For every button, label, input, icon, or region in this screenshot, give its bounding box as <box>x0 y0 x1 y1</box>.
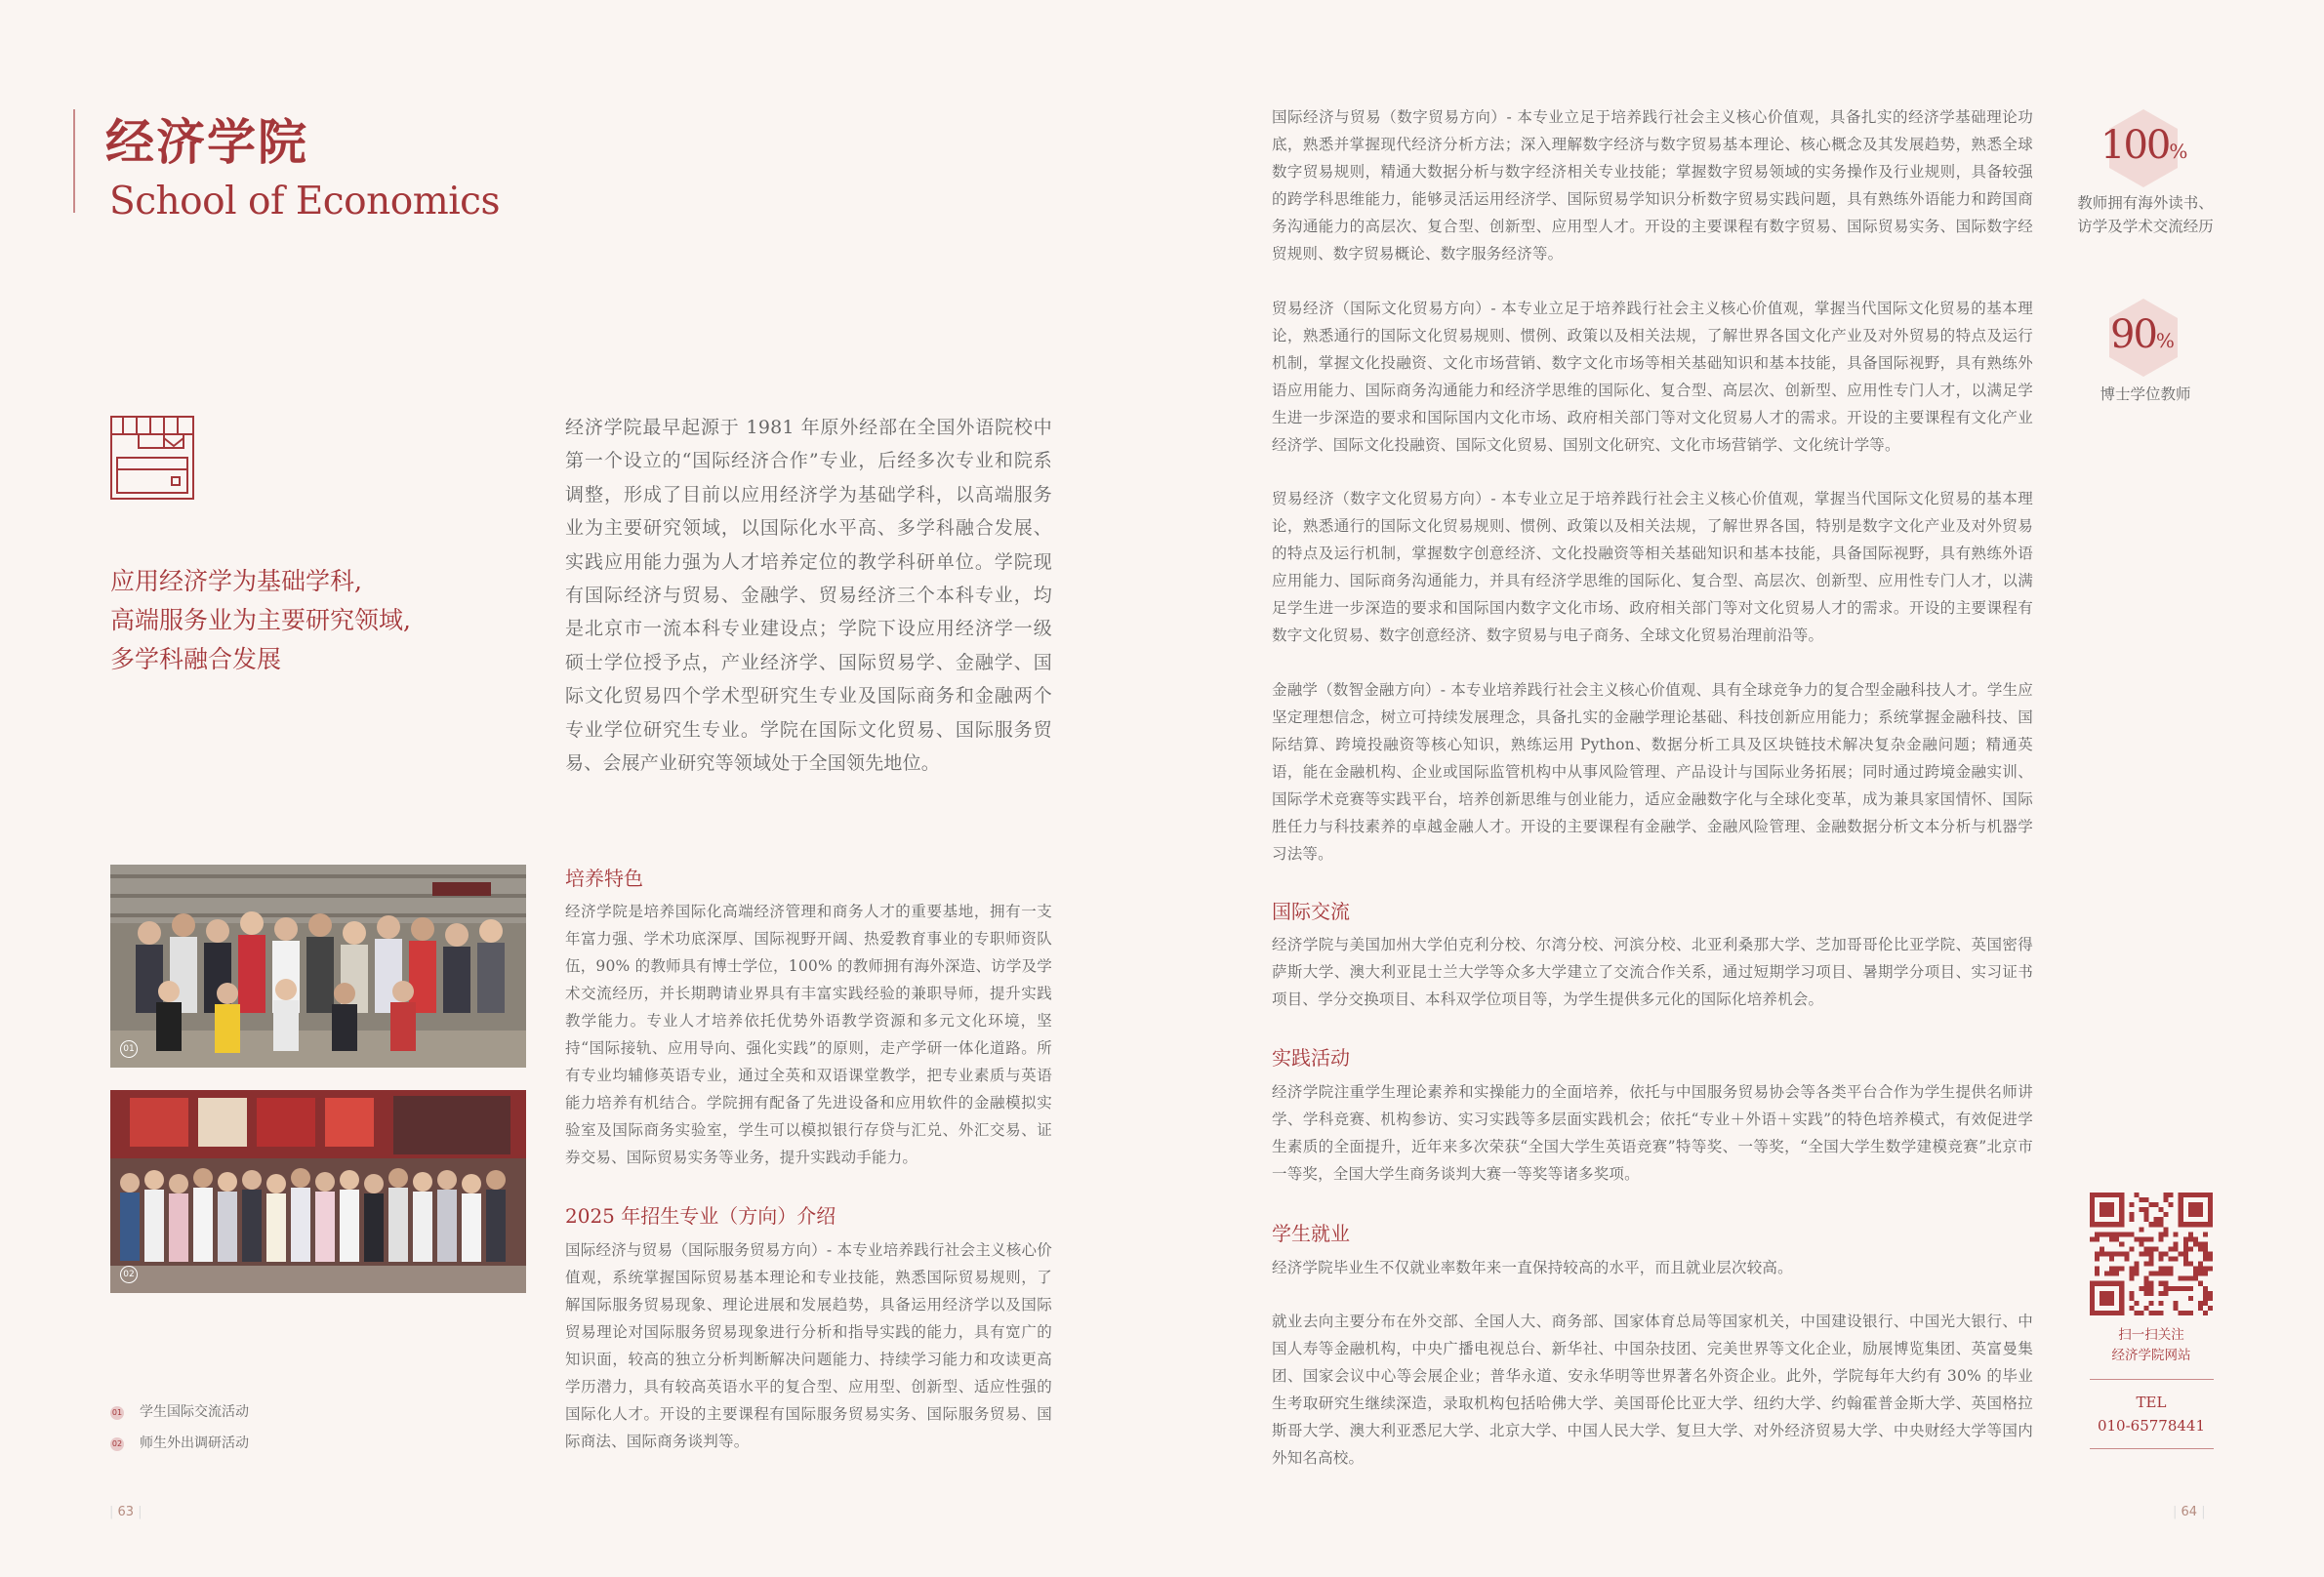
caption-number: 01 <box>110 1406 124 1420</box>
major-description: 贸易经济（国际文化贸易方向）- 本专业立足于培养践行社会主义核心价值观，掌握当代国际文化贸易的基本理论，熟悉通行的国际文化贸易规则、惯例、政策以及相关法规，了解世界各国文化产业及对外贸易的特点及运行机制，掌握文化投融资、文化市场营销、数字文化市场等相关基础知识和基本技能，具备国际视野，具有熟练外语应用能力、国际商务沟通能力和经济学思维的国际化、复合型、高层次、创新型、应用性专门人才，以满足学生进一步深造的要求和国际国内文化市场、政府相关部门等对文化贸易人才的需求。开设的主要课程有文化产业经济学、国际文化投融资、国际文化贸易、国别文化研究、文化市场营销学、文化统计学等。 <box>1272 300 2033 454</box>
photo-number: 01 <box>120 1040 138 1058</box>
intro-text: 经济学院最早起源于 1981 年原外经部在全国外语院校中第一个设立的“国际经济合作”专业，后经多次专业和院系调整，形成了目前以应用经济学为基础学科，以高端服务业为主要研究领域，以国际化水平高、多学科融合发展、实践应用能力强为人才培养定位的教学科研单位。学院现有国际经济与贸易、金融学、贸易经济三个本科专业，均是北京市一流本科专业建设点；学院下设应用经济学一级硕士学位授予点，产业经济学、国际贸易学、金融学、国际文化贸易四个学术型研究生专业及国际商务和金融两个专业学位研究生专业。学院在国际文化贸易、国际服务贸易、会展产业研究等领域处于全国领先地位。 <box>565 417 1052 775</box>
school-title-en: School of Economics <box>109 180 501 223</box>
section-text: 经济学院是培养国际化高端经济管理和商务人才的重要基地，拥有一支年富力强、学术功底深厚、国际视野开阔、热爱教育事业的专职师资队伍，90% 的教师具有博士学位，100% 的教师拥有海外深造、访学及学术交流经历，并长期聘请业界具有丰富实践经验的兼职导师，提升实践教学能力。专业人才培养依托优势外语教学资源和多元文化环境，坚持“国际接轨、应用导向、强化实践”的原则，走产学研一体化道路。所有专业均辅修英语专业，通过全英和双语课堂教学，把专业素质与英语能力培养有机结合。学院拥有配备了先进设备和应用软件的金融模拟实验室及国际商务实验室，学生可以模拟银行存贷与汇兑、外汇交易、证券交易、国际贸易实务等业务，提升实践动手能力。 <box>565 903 1052 1166</box>
title-accent-bar <box>73 109 75 213</box>
tel-info <box>2073 1391 2229 1437</box>
section-heading: 学生就业 <box>1272 1222 1350 1245</box>
photo-field-research <box>110 1090 526 1293</box>
stat-value: 90% <box>2110 312 2175 357</box>
school-title-zh: 经济学院 <box>105 113 308 171</box>
slogan <box>110 562 411 679</box>
slogan-line: 多学科融合发展 <box>110 645 282 673</box>
section-heading: 实践活动 <box>1272 1046 1350 1070</box>
photo-caption <box>110 1401 249 1421</box>
major-description: 国际经济与贸易（数字贸易方向）- 本专业立足于培养践行社会主义核心价值观，具备扎实的经济学基础理论功底，熟悉并掌握现代经济分析方法；深入理解数字经济与数字贸易基本理论、核心概念及其发展趋势，熟悉全球数字贸易规则，精通大数据分析与数字经济相关专业技能；掌握数字贸易领域的实务操作及行业规则，具备较强的跨学科思维能力，能够灵活运用经济学、国际贸易学知识分析数字贸易实践问题，具有熟练外语能力和跨国商务沟通能力的高层次、复合型、创新型、应用型人才。开设的主要课程有数字贸易、国际贸易实务、国际数字经贸规则、数字贸易概论、数字服务经济等。 <box>1272 108 2033 263</box>
caption-text: 师生外出调研活动 <box>140 1435 249 1451</box>
divider <box>2090 1448 2214 1449</box>
section-text: 经济学院毕业生不仅就业率数年来一直保持较高的水平，而且就业层次较高。 <box>1272 1259 1793 1276</box>
photo-number: 02 <box>120 1266 138 1283</box>
section-heading: 国际交流 <box>1272 900 1350 923</box>
section-text: 经济学院注重学生理论素养和实操能力的全面培养，依托与中国服务贸易协会等各类平台合作为学生提供名师讲学、学科竞赛、机构参访、实习实践等多层面实践机会；依托“专业＋外语＋实践”的特色培养模式，有效促进学生素质的全面提升，近年来多次荣获“全国大学生英语竞赛”特等奖、一等奖，“全国大学生数学建模竞赛”北京市一等奖，全国大学生商务谈判大赛一等奖等诸多奖项。 <box>1272 1083 2033 1183</box>
slogan-line: 应用经济学为基础学科, <box>110 567 362 595</box>
qr-code-icon[interactable] <box>2090 1193 2213 1315</box>
major-description: 金融学（数智金融方向）- 本专业培养践行社会主义核心价值观、具有全球竞争力的复合型金融科技人才。学生应坚定理想信念，树立可持续发展理念，具备扎实的金融学理论基础、科技创新应用能力；系统掌握金融科技、国际结算、跨境投融资等核心知识，熟练运用 Python、数据分析工具及区块链技术解决复杂金融问题；精通英语，能在金融机构、企业或国际监管机构中从事风险管理、产品设计与国际业务拓展；同时通过跨境金融实训、国际学术竞赛等实践平台，培养创新思维与创业能力，适应金融数字化与全球化变革，成为兼具家国情怀、国际胜任力与科技素养的卓越金融人才。开设的主要课程有金融学、金融风险管理、金融数据分析文本分析与机器学习法等。 <box>1272 681 2033 863</box>
page-number-left: | 63 | <box>109 1505 143 1519</box>
stat-label: 教师拥有海外读书、 访学及学术交流经历 <box>2077 194 2214 235</box>
major-description: 贸易经济（数字文化贸易方向）- 本专业立足于培养践行社会主义核心价值观，掌握当代国际文化贸易的基本理论，熟悉通行的国际文化贸易规则、惯例、政策以及相关法规，了解世界各国，特别是数字文化产业及对外贸易的特点及运行机制，掌握数字创意经济、文化投融资等相关基础知识和基本技能，具备国际视野，具有熟练外语应用能力、国际商务沟通能力，并具有经济学思维的国际化、复合型、高层次、创新型、应用性专门人才，以满足学生进一步深造的要求和国际国内数字文化市场、政府相关部门等对文化贸易人才的需求。开设的主要课程有数字文化贸易、数字创意经济、数字贸易与电子商务、全球文化贸易治理前沿等。 <box>1272 490 2033 644</box>
building-icon <box>109 415 195 501</box>
qr-caption: 扫一扫关注 经济学院网站 <box>2111 1327 2191 1363</box>
tel-number: 010-65778441 <box>2097 1417 2206 1435</box>
tel-label: TEL <box>2136 1394 2167 1411</box>
section-heading: 培养特色 <box>565 867 643 890</box>
section-text: 就业去向主要分布在外交部、全国人大、商务部、国家体育总局等国家机关，中国建设银行、中国光大银行、中国人寿等金融机构，中央广播电视总台、新华社、中国杂技团、完美世界等文化企业，励展博览集团、英富曼集团、国家会议中心等会展企业；普华永道、安永华明等世界著名外资企业。此外，学院每年大约有 30% 的毕业生考取研究生继续深造，录取机构包括哈佛大学、美国哥伦比亚大学、纽约大学、约翰霍普金斯大学、英国格拉斯哥大学、澳大利亚悉尼大学、北京大学、中国人民大学、复旦大学、对外经济贸易大学、中央财经大学等国内外知名高校。 <box>1272 1313 2033 1467</box>
section-heading: 2025 年招生专业（方向）介绍 <box>565 1204 836 1228</box>
page-number-right: | 64 | <box>2173 1505 2206 1519</box>
divider <box>2090 1379 2214 1380</box>
photo-caption <box>110 1433 249 1452</box>
slogan-line: 高端服务业为主要研究领域, <box>110 606 411 634</box>
section-text: 经济学院与美国加州大学伯克利分校、尔湾分校、河滨分校、北亚利桑那大学、芝加哥哥伦比亚学院、英国密得萨斯大学、澳大利亚昆士兰大学等众多大学建立了交流合作关系，通过短期学习项目、暑期学分项目、实习证书项目、学分交换项目、本科双学位项目等，为学生提供多元化的国际化培养机会。 <box>1272 936 2033 1008</box>
stat-value: 100% <box>2100 123 2188 168</box>
stat-label: 博士学位教师 <box>2100 385 2191 403</box>
caption-text: 学生国际交流活动 <box>140 1404 249 1420</box>
section-text: 国际经济与贸易（国际服务贸易方向）- 本专业培养践行社会主义核心价值观，系统掌握国际贸易基本理论和专业技能，熟悉国际贸易规则，了解国际服务贸易现象、理论进展和发展趋势，具备运用经济学以及国际贸易理论对国际服务贸易现象进行分析和指导实践的能力，具有宽广的知识面，较高的独立分析判断解决问题能力、持续学习能力和攻读更高学历潜力，具有较高英语水平的复合型、应用型、创新型、适应性强的国际化人才。开设的主要课程有国际服务贸易实务、国际服务贸易、国际商法、国际商务谈判等。 <box>565 1241 1052 1450</box>
caption-number: 02 <box>110 1437 124 1451</box>
photo-students-exchange <box>110 865 526 1068</box>
